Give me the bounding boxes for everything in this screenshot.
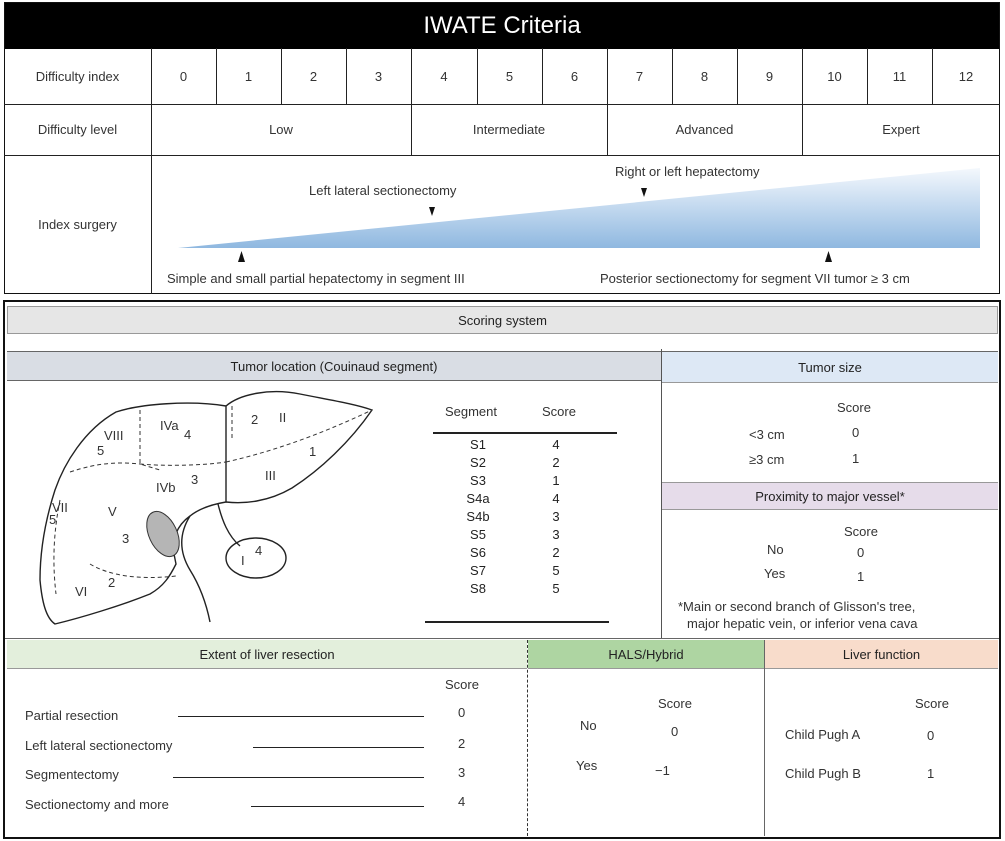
difficulty-index-3: 3 — [374, 68, 383, 84]
annotation-left-lateral: Left lateral sectionectomy — [309, 183, 457, 198]
difficulty-level-label: Difficulty level — [37, 122, 118, 137]
liver-label-3b: 3 — [122, 531, 130, 546]
proximity-score-0: 0 — [857, 545, 865, 560]
liver-label-3a: 3 — [191, 472, 199, 487]
segment-cell: S6 — [470, 545, 486, 560]
segment-score-cell: 5 — [552, 563, 560, 578]
section-divider-dashed — [527, 640, 528, 836]
liver-function-score-0: 0 — [927, 728, 935, 743]
segment-score-cell: 4 — [552, 437, 560, 452]
hals-score-label: Score — [658, 696, 692, 711]
segment-cell: S1 — [470, 437, 486, 452]
liver-function-header: Liver function — [765, 640, 998, 669]
liver-label-4a: 4 — [184, 427, 192, 442]
segment-cell: S3 — [470, 473, 486, 488]
liver-label-1: 1 — [309, 444, 317, 459]
extent-leader-line — [173, 777, 424, 778]
tumor-size-score-1: 1 — [852, 451, 860, 466]
extent-score-2: 3 — [458, 765, 466, 780]
hals-label-0: No — [580, 718, 597, 733]
table-row — [380, 457, 580, 469]
tumor-size-score-0: 0 — [852, 425, 860, 440]
difficulty-index-10: 10 — [827, 68, 842, 84]
liver-label-5a: 5 — [97, 443, 105, 458]
segment-score-cell: 3 — [552, 509, 560, 524]
hals-score-1: −1 — [655, 763, 670, 778]
proximity-label-1: Yes — [764, 566, 786, 581]
segment-cell: S7 — [470, 563, 486, 578]
dashed-segment-line — [70, 463, 140, 472]
difficulty-index-label: Difficulty index — [35, 68, 120, 84]
liver-label-2a: 2 — [251, 412, 259, 427]
liver-label-ivb: IVb — [156, 480, 176, 495]
liver-label-2b: 2 — [108, 575, 116, 590]
segment-score-header: Score — [542, 404, 576, 419]
level-intermediate: Intermediate — [472, 122, 546, 137]
extent-score-1: 2 — [458, 736, 466, 751]
difficulty-index-0: 0 — [179, 68, 188, 84]
liver-label-iii: III — [265, 468, 276, 483]
index-surgery-label: Index surgery — [38, 217, 117, 232]
segment-cell: S4a — [466, 491, 490, 506]
dashed-segment-line — [226, 410, 372, 462]
tumor-size-header: Tumor size — [662, 351, 998, 383]
liver-label-vii: VII — [52, 500, 68, 515]
hals-score-0: 0 — [671, 724, 679, 739]
extent-leader-line — [251, 806, 424, 807]
annotation-posterior: Posterior sectionectomy for segment VII tumor ≥ 3 cm — [600, 271, 910, 286]
dashed-segment-line — [140, 462, 226, 465]
proximity-score-1: 1 — [857, 569, 865, 584]
proximity-header: Proximity to major vessel* — [662, 482, 998, 510]
segment-score-cell: 3 — [552, 527, 560, 542]
segment-score-cell: 5 — [552, 581, 560, 596]
tumor-size-label-1: ≥3 cm — [749, 452, 785, 467]
segment-score-cell: 4 — [552, 491, 560, 506]
level-advanced: Advanced — [675, 122, 734, 137]
liver-function-label-0: Child Pugh A — [785, 727, 861, 742]
table-row — [380, 565, 580, 577]
marker-simple-partial — [238, 251, 245, 262]
liver-label-iva: IVa — [160, 418, 179, 433]
extent-score-0: 0 — [458, 705, 466, 720]
extent-header: Extent of liver resection — [7, 640, 527, 669]
difficulty-index-6: 6 — [570, 68, 579, 84]
liver-outline-left — [226, 392, 372, 503]
segment-cell: S5 — [470, 527, 486, 542]
ligament-outline — [182, 516, 210, 622]
wedge-shape — [178, 168, 980, 248]
segment-header: Segment — [444, 404, 498, 419]
table-row — [380, 475, 580, 487]
difficulty-index-8: 8 — [700, 68, 709, 84]
difficulty-index-5: 5 — [505, 68, 514, 84]
title-text: IWATE Criteria — [423, 12, 581, 39]
tumor-size-score-label: Score — [837, 400, 871, 415]
proximity-footnote-1: *Main or second branch of Glisson's tree, — [678, 599, 916, 614]
difficulty-index-7: 7 — [635, 68, 644, 84]
hals-label-1: Yes — [576, 758, 598, 773]
proximity-footnote-2: major hepatic vein, or inferior vena cava — [687, 616, 918, 631]
extent-label-1: Left lateral sectionectomy — [25, 738, 173, 753]
difficulty-wedge — [0, 0, 1005, 300]
proximity-label-0: No — [767, 542, 784, 557]
liver-label-i: I — [241, 553, 245, 568]
tumor-marker — [140, 506, 186, 561]
difficulty-index-9: 9 — [765, 68, 774, 84]
dashed-segment-line — [140, 410, 160, 470]
liver-label-5b: 5 — [49, 512, 57, 527]
segment-cell: S8 — [470, 581, 486, 596]
extent-leader-line — [253, 747, 424, 748]
extent-score-3: 4 — [458, 794, 466, 809]
marker-right-left — [641, 188, 647, 197]
liver-label-4b: 4 — [255, 543, 263, 558]
difficulty-index-1: 1 — [244, 68, 253, 84]
tumor-size-label-0: <3 cm — [749, 427, 785, 442]
table-row — [380, 439, 580, 451]
annotation-simple-partial: Simple and small partial hepatectomy in segment III — [167, 271, 465, 286]
marker-posterior — [825, 251, 832, 262]
marker-left-lateral — [429, 207, 435, 216]
liver-function-score-label: Score — [915, 696, 949, 711]
liver-label-viii: VIII — [104, 428, 124, 443]
section-divider — [764, 640, 765, 836]
segment-table-rule — [433, 432, 617, 434]
segment-table-rule — [425, 621, 609, 623]
liver-label-v: V — [108, 504, 117, 519]
difficulty-index-12: 12 — [958, 68, 974, 84]
level-low: Low — [269, 122, 293, 137]
liver-label-vi: VI — [75, 584, 88, 599]
level-expert: Expert — [882, 122, 920, 137]
vena-cava-outline — [218, 504, 240, 546]
scoring-header: Scoring system — [7, 306, 998, 334]
table-row — [380, 547, 580, 559]
segment-score-cell: 1 — [552, 473, 560, 488]
difficulty-index-4: 4 — [440, 68, 448, 84]
extent-leader-line — [178, 716, 424, 717]
section-divider — [5, 638, 999, 639]
table-row — [380, 511, 580, 523]
table-row — [380, 583, 580, 595]
annotation-right-left: Right or left hepatectomy — [615, 164, 760, 179]
proximity-score-label: Score — [844, 524, 878, 539]
extent-score-label: Score — [445, 677, 479, 692]
segment-cell: S2 — [470, 455, 486, 470]
tumor-location-header: Tumor location (Couinaud segment) — [7, 351, 661, 381]
dashed-segment-line — [90, 564, 176, 578]
extent-label-0: Partial resection — [25, 708, 119, 723]
segment-score-cell: 2 — [552, 545, 560, 560]
segment-score-cell: 2 — [552, 455, 560, 470]
liver-function-label-1: Child Pugh B — [785, 766, 861, 781]
difficulty-index-2: 2 — [309, 68, 318, 84]
segment-cell: S4b — [466, 509, 490, 524]
extent-label-3: Sectionectomy and more — [25, 797, 169, 812]
difficulty-index-11: 11 — [892, 68, 907, 84]
extent-label-2: Segmentectomy — [25, 767, 119, 782]
hals-header: HALS/Hybrid — [528, 640, 764, 669]
liver-function-score-1: 1 — [927, 766, 935, 781]
table-row — [380, 493, 580, 505]
liver-label-ii: II — [279, 410, 287, 425]
table-row — [380, 529, 580, 541]
